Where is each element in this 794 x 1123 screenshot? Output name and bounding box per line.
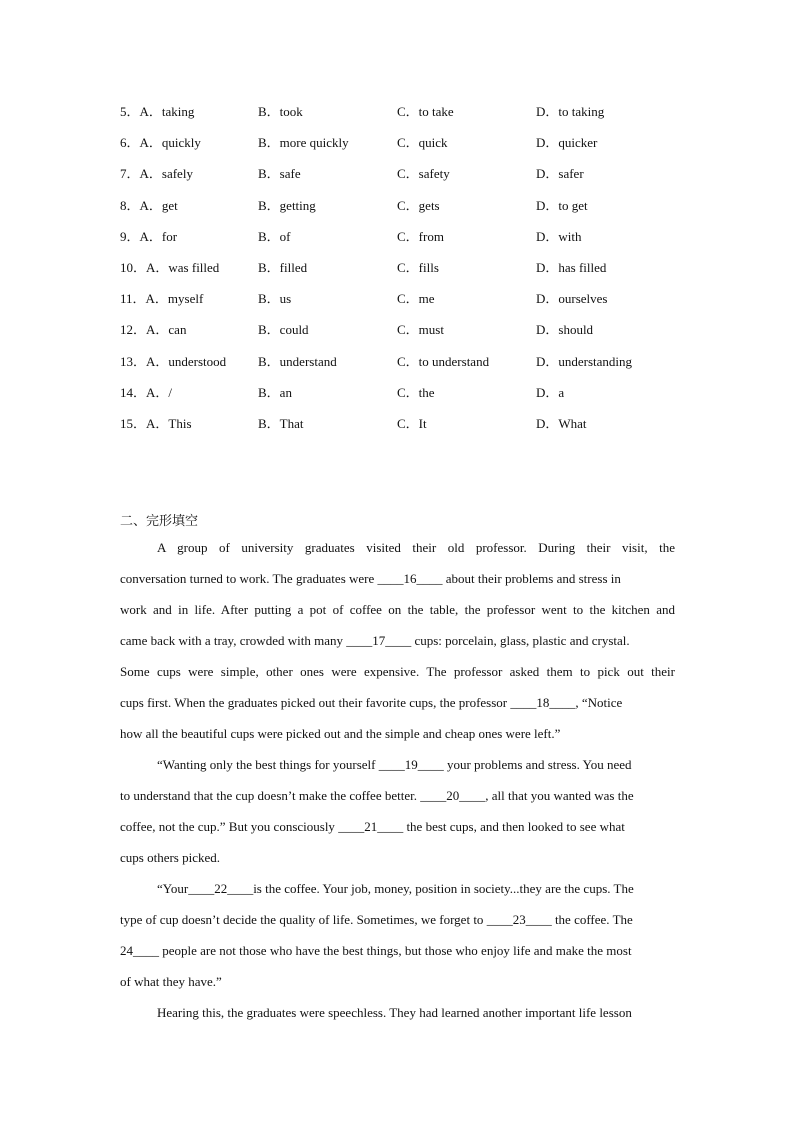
option-a bbox=[120, 163, 193, 185]
blank-22: ____22____ bbox=[188, 881, 254, 896]
text-segment: , all that you wanted was the bbox=[485, 788, 634, 803]
passage-line: Hearing this, the graduates were speechless. They had learned another important life lesson bbox=[157, 1005, 632, 1020]
option-b: B．us bbox=[258, 291, 292, 307]
passage-line: cups others picked. bbox=[120, 850, 221, 865]
text-segment: cups: porcelain, glass, plastic and crystal. bbox=[411, 633, 630, 648]
option-b: B．filled bbox=[258, 259, 308, 275]
text-segment: type of cup doesn’t decide the quality of life. Sometimes, we forget to bbox=[120, 912, 487, 927]
option-a-text: A．/ bbox=[146, 384, 173, 400]
passage-line: A group of university graduates visited their old professor. During their visit, the bbox=[157, 540, 675, 555]
option-a-text: A．myself bbox=[145, 291, 204, 307]
option-c: C．to take bbox=[397, 104, 454, 119]
question-number: 9． bbox=[120, 228, 140, 244]
passage-line bbox=[120, 754, 675, 785]
option-b: B．could bbox=[258, 322, 309, 338]
option-c: C．to understand bbox=[397, 353, 490, 369]
option-b: B．understand bbox=[258, 353, 337, 369]
passage-line: work and in life. After putting a pot of coffee on the table, the professor went to the kitchen and bbox=[120, 602, 675, 617]
option-b: B．took bbox=[258, 104, 303, 119]
question-row-15 bbox=[120, 413, 680, 444]
text-segment: the best cups, and then looked to see what bbox=[403, 819, 625, 834]
option-a-text: A．can bbox=[146, 322, 187, 338]
option-d: D．to taking bbox=[536, 104, 605, 119]
question-row-13 bbox=[120, 351, 680, 382]
option-a bbox=[120, 132, 201, 154]
question-number: 15． bbox=[120, 415, 147, 431]
text-segment: came back with a tray, crowded with many bbox=[120, 633, 347, 648]
text-segment: cups first. When the graduates picked out their favorite cups, the professor bbox=[120, 695, 511, 710]
choice-options-list bbox=[120, 101, 680, 444]
option-c: C．me bbox=[397, 291, 435, 307]
passage-line bbox=[120, 568, 675, 599]
question-number: 13． bbox=[120, 353, 147, 369]
option-c: C．from bbox=[397, 228, 444, 244]
option-d: D．with bbox=[536, 228, 582, 244]
option-d: D．a bbox=[536, 384, 565, 400]
text-segment: your problems and stress. You need bbox=[443, 757, 632, 772]
option-d: D．safer bbox=[536, 166, 584, 182]
option-b: B．getting bbox=[258, 197, 316, 213]
option-a-text: A．understood bbox=[146, 353, 227, 369]
option-a bbox=[120, 351, 226, 373]
blank-19: ____19____ bbox=[378, 757, 444, 772]
option-b: B．an bbox=[258, 384, 292, 400]
question-row-11 bbox=[120, 288, 680, 319]
passage-line bbox=[120, 909, 675, 940]
option-a bbox=[120, 257, 219, 279]
question-number: 10． bbox=[120, 259, 147, 275]
option-b: B．more quickly bbox=[258, 135, 349, 151]
question-row-10 bbox=[120, 257, 680, 288]
question-number: 7． bbox=[120, 166, 140, 182]
option-d: D．to get bbox=[536, 197, 588, 213]
option-a-text: A．This bbox=[146, 415, 192, 431]
passage-line bbox=[120, 816, 675, 847]
section-title: 二、完形填空 bbox=[120, 514, 199, 529]
question-row-7 bbox=[120, 163, 680, 194]
option-a-text: A．for bbox=[139, 228, 178, 244]
option-b: B．safe bbox=[258, 166, 301, 182]
blank-23: ____23____ bbox=[486, 912, 552, 927]
question-number: 6． bbox=[120, 135, 140, 151]
option-a bbox=[120, 226, 177, 248]
option-c: C．must bbox=[397, 322, 444, 338]
text-segment: the coffee. The bbox=[551, 912, 633, 927]
option-a-text: A．safely bbox=[139, 166, 193, 182]
text-segment: coffee, not the cup.” But you consciously bbox=[120, 819, 339, 834]
text-segment: conversation turned to work. The graduates were bbox=[120, 571, 378, 586]
text-segment: people are not those who have the best things, but those who enjoy life and make the most bbox=[159, 943, 632, 958]
option-c: C．safety bbox=[397, 166, 450, 182]
blank-21: ____21____ bbox=[338, 819, 404, 834]
option-b: B．That bbox=[258, 415, 304, 431]
text-segment: is the coffee. Your job, money, position in society...they are the cups. The bbox=[253, 881, 634, 896]
blank-18: ____18____ bbox=[510, 695, 576, 710]
text-segment: about their problems and stress in bbox=[442, 571, 621, 586]
question-number: 14． bbox=[120, 384, 147, 400]
option-a-text: A．get bbox=[139, 197, 178, 213]
blank-24: 24____ bbox=[120, 943, 159, 958]
question-number: 5． bbox=[120, 104, 140, 119]
text-segment: to understand that the cup doesn’t make the coffee better. bbox=[120, 788, 421, 803]
option-d: D．should bbox=[536, 322, 594, 338]
question-number: 8． bbox=[120, 197, 140, 213]
option-a bbox=[120, 319, 186, 341]
option-c: C．gets bbox=[397, 197, 440, 213]
text-segment: , “Notice bbox=[575, 695, 623, 710]
passage-line: Some cups were simple, other ones were expensive. The professor asked them to pick out their bbox=[120, 664, 675, 679]
question-row-5 bbox=[120, 101, 680, 132]
cloze-passage bbox=[120, 537, 675, 1033]
passage-line bbox=[120, 692, 675, 723]
option-a bbox=[120, 382, 172, 404]
option-d: D．quicker bbox=[536, 135, 598, 151]
question-number: 12． bbox=[120, 322, 147, 338]
option-a bbox=[120, 413, 192, 435]
option-c: C．fills bbox=[397, 259, 439, 275]
option-a bbox=[120, 101, 194, 123]
passage-line bbox=[120, 630, 675, 661]
passage-line bbox=[120, 785, 675, 816]
option-a bbox=[120, 195, 178, 217]
blank-17: ____17____ bbox=[346, 633, 412, 648]
option-c: C．the bbox=[397, 384, 435, 400]
option-d: D．What bbox=[536, 415, 587, 431]
passage-line bbox=[120, 878, 675, 909]
option-d: D．ourselves bbox=[536, 291, 608, 307]
option-b: B．of bbox=[258, 228, 291, 244]
option-c: C．quick bbox=[397, 135, 448, 151]
question-row-8 bbox=[120, 195, 680, 226]
passage-line: how all the beautiful cups were picked out and the simple and cheap ones were left.” bbox=[120, 726, 561, 741]
blank-20: ____20____ bbox=[420, 788, 486, 803]
question-row-9 bbox=[120, 226, 680, 257]
question-row-14 bbox=[120, 382, 680, 413]
option-c: C．It bbox=[397, 415, 427, 431]
blank-16: ____16____ bbox=[377, 571, 443, 586]
text-segment: “Your bbox=[157, 881, 189, 896]
question-number: 11． bbox=[120, 291, 146, 307]
option-a-text: A．was filled bbox=[146, 259, 220, 275]
option-a-text: A．taking bbox=[139, 104, 195, 119]
option-a bbox=[120, 288, 203, 310]
option-a-text: A．quickly bbox=[139, 135, 201, 151]
option-d: D．understanding bbox=[536, 353, 633, 369]
question-row-6 bbox=[120, 132, 680, 163]
text-segment: “Wanting only the best things for yourself bbox=[157, 757, 379, 772]
passage-line: of what they have.” bbox=[120, 974, 222, 989]
passage-line bbox=[120, 940, 675, 971]
option-d: D．has filled bbox=[536, 259, 607, 275]
question-row-12 bbox=[120, 319, 680, 350]
